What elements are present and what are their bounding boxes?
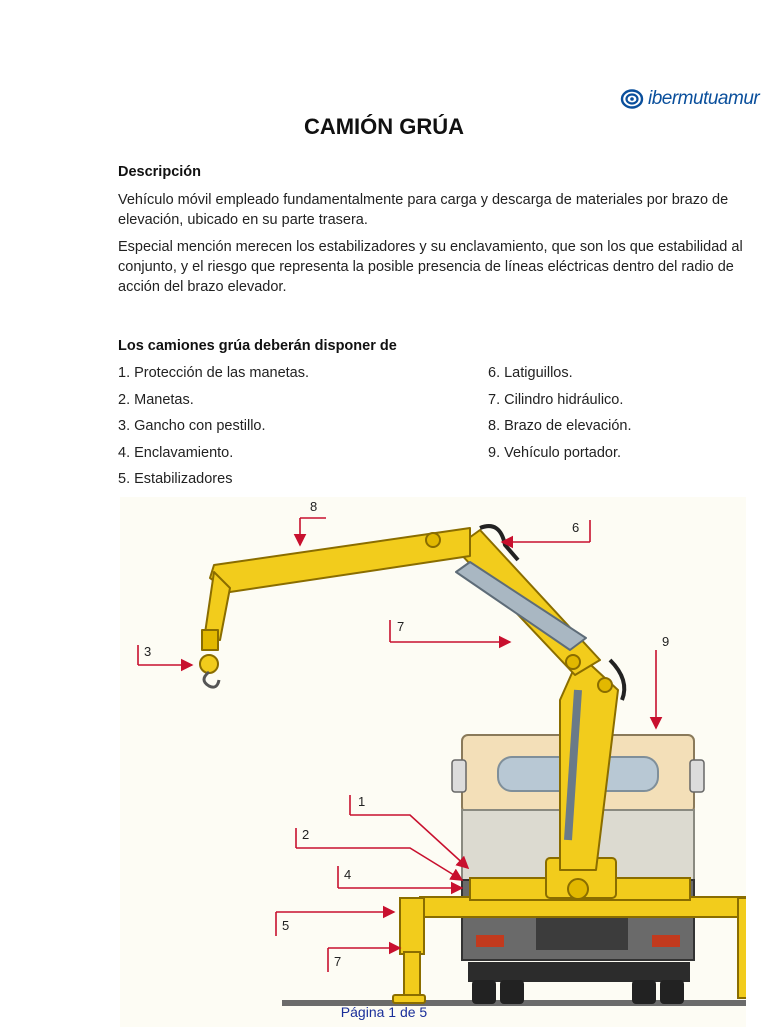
hook bbox=[200, 655, 219, 687]
callout-label-9: 9 bbox=[662, 634, 670, 649]
callout-label-8: 8 bbox=[310, 499, 318, 514]
callout-label-7-lower: 7 bbox=[334, 954, 342, 969]
page-title: CAMIÓN GRÚA bbox=[303, 114, 465, 139]
page-number: Página 1 de 5 bbox=[340, 1004, 428, 1020]
callout-label-4: 4 bbox=[344, 867, 352, 882]
ibermutuamur-logo-icon bbox=[620, 89, 644, 109]
callout-label-6: 6 bbox=[572, 520, 580, 535]
callout-label-3: 3 bbox=[144, 644, 152, 659]
components-list-right bbox=[488, 362, 631, 468]
description-paragraph-2: Especial mención merecen los estabilizadores y su enclavamiento, que son los que estabilidad al conjunto, y el riesgo que representa la posible presencia de líneas eléctricas dentro del radio de acción del brazo elevador. bbox=[118, 239, 743, 295]
callout-label-7-upper: 7 bbox=[397, 619, 405, 634]
list-item: 4. Enclavamiento. bbox=[118, 444, 234, 461]
description-heading: Descripción bbox=[118, 164, 201, 180]
company-logo bbox=[620, 88, 759, 110]
components-list-left bbox=[118, 362, 309, 495]
callout-label-5: 5 bbox=[282, 918, 290, 933]
list-item: 8. Brazo de elevación. bbox=[488, 418, 632, 434]
components-heading: Los camiones grúa deberán disponer de bbox=[118, 338, 397, 354]
list-item: 1. Protección de las manetas. bbox=[118, 365, 310, 381]
list-item: 6. Latiguillos. bbox=[488, 365, 573, 381]
list-item: 2. Manetas. bbox=[118, 391, 194, 408]
list-item: 3. Gancho con pestillo. bbox=[118, 418, 266, 434]
crane-truck-illustration bbox=[120, 497, 746, 1027]
list-item: 9. Vehículo portador. bbox=[488, 444, 622, 461]
list-item: 5. Estabilizadores bbox=[118, 471, 233, 487]
description-paragraph-1: Vehículo móvil empleado fundamentalmente para carga y descarga de materiales por brazo de elevación, ubicado en su parte trasera. bbox=[118, 192, 729, 228]
list-item: 7. Cilindro hidráulico. bbox=[488, 391, 624, 408]
crane-truck-diagram bbox=[120, 497, 746, 1027]
callout-label-2: 2 bbox=[302, 827, 310, 842]
logo-text: ibermutuamur bbox=[648, 88, 760, 109]
callout-label-1: 1 bbox=[358, 794, 366, 809]
